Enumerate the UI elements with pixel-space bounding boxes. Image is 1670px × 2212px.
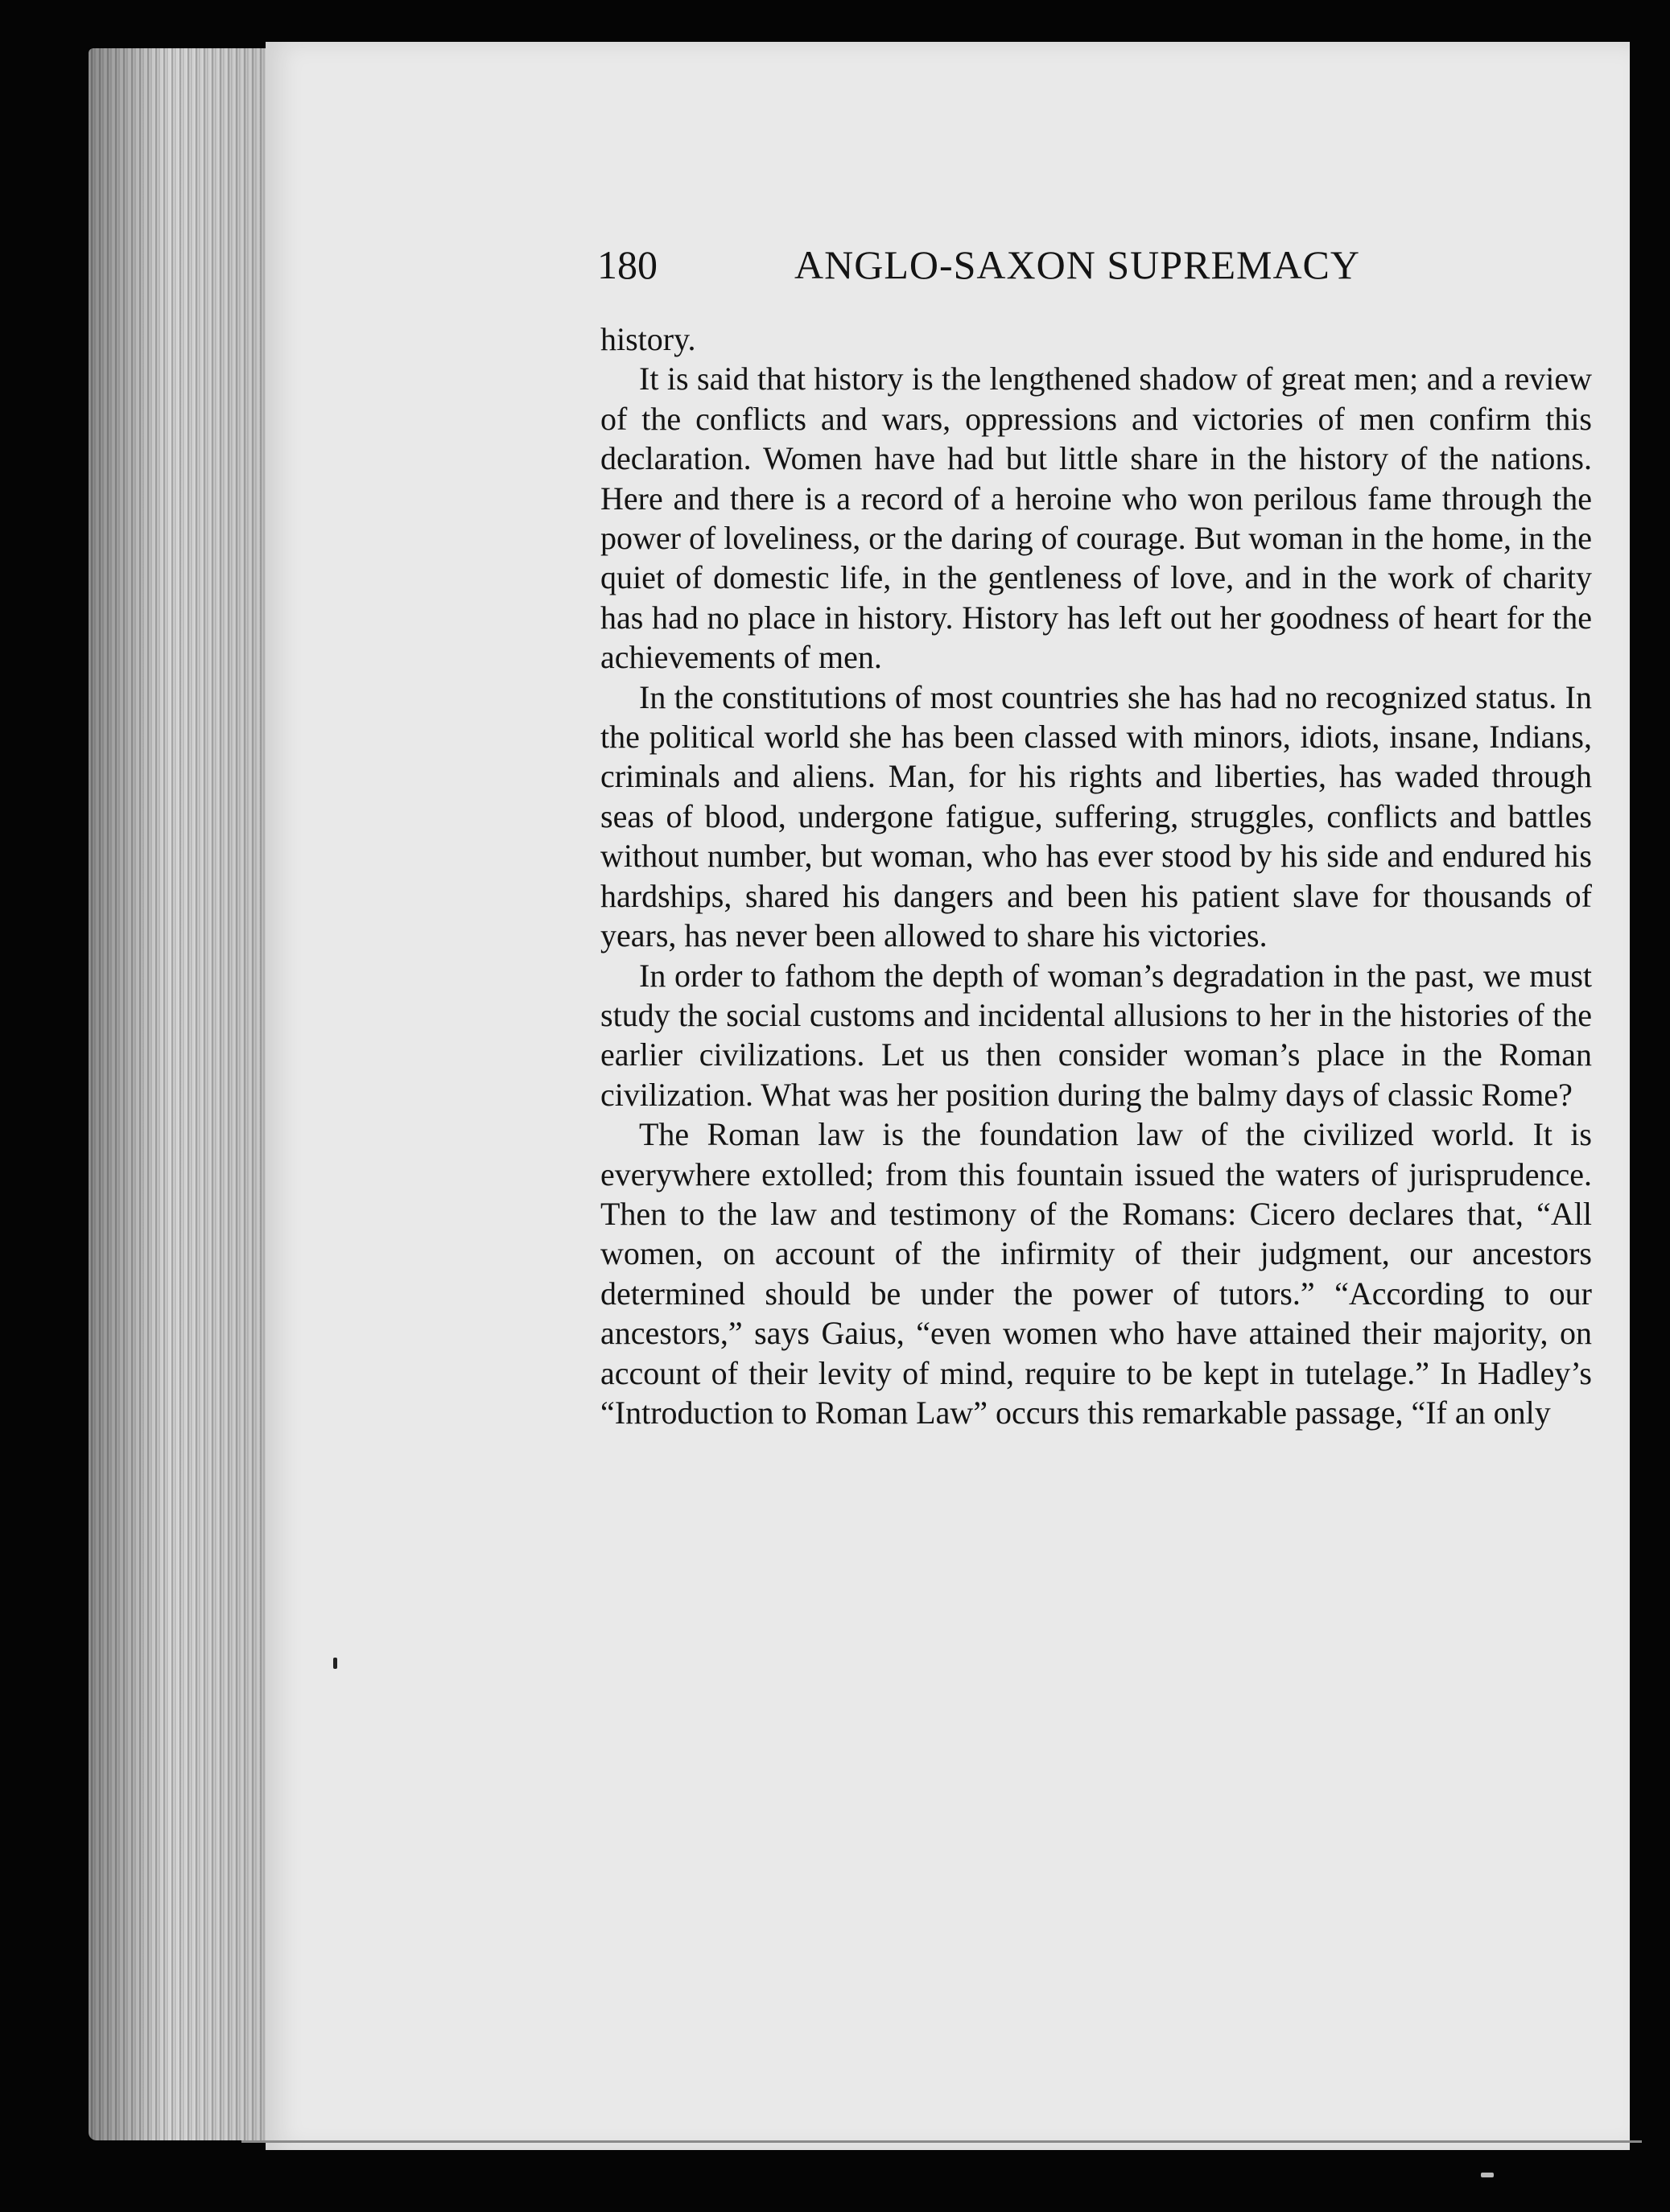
page-bottom-edge	[241, 2140, 1642, 2143]
paragraph-continuation: history.	[600, 321, 696, 357]
paragraph: In the constitutions of most countries she has had no recognized status. In the political world she has been classed with minors, idiots, insane, Indians, criminals and aliens. Man, for his rights and liberties, has waded through seas of blood, undergone fatigue, suffering, struggles, conflicts and battles without number, but woman, who has ever stood by his side and endured his hardships, shared his dangers and been his patient slave for thousands of years, has never been allowed to share his victories.	[600, 678, 1592, 954]
body-text	[600, 319, 1592, 1432]
page-header	[597, 241, 1595, 306]
scan-speck	[333, 1658, 337, 1669]
paragraph: In order to fathom the depth of woman’s degradation in the past, we must study the social customs and incidental allusions to her in the histories of the earlier civilizations. Let us then consider woman’s place in the Roman civilization. What was her position during the balmy days of classic Rome?	[600, 957, 1592, 1113]
page-number: 180	[597, 242, 658, 287]
scan-speck	[1481, 2173, 1494, 2177]
paragraph: The Roman law is the foundation law of the civilized world. It is everywhere extolled; from this fountain issued the waters of jurisprudence. Then to the law and testimony of the Romans: Cicero declares that, “All women, on account of the infirmity of their judgment, our ancestors determined should be under the power of tutors.” “According to our ancestors,” says Gaius, “even women who have attained their majority, on account of their levity of mind, require to be kept in tutelage.” In Hadley’s “Introduction to Roman Law” occurs this remarkable passage, “If an only	[600, 1116, 1592, 1431]
paragraph: It is said that history is the lengthened shadow of great men; and a review of the conflicts and wars, oppressions and victories of men confirm this declaration. Women have had but little share in the history of the nations. Here and there is a record of a heroine who won perilous fame through the power of loveliness, or the daring of courage. But woman in the home, in the quiet of domestic life, in the gentleness of love, and in the work of charity has had no place in history. History has left out her goodness of heart for the achievements of men.	[600, 360, 1592, 676]
book-page-edges	[89, 48, 290, 2140]
running-head: ANGLO-SAXON SUPREMACY	[794, 242, 1361, 287]
